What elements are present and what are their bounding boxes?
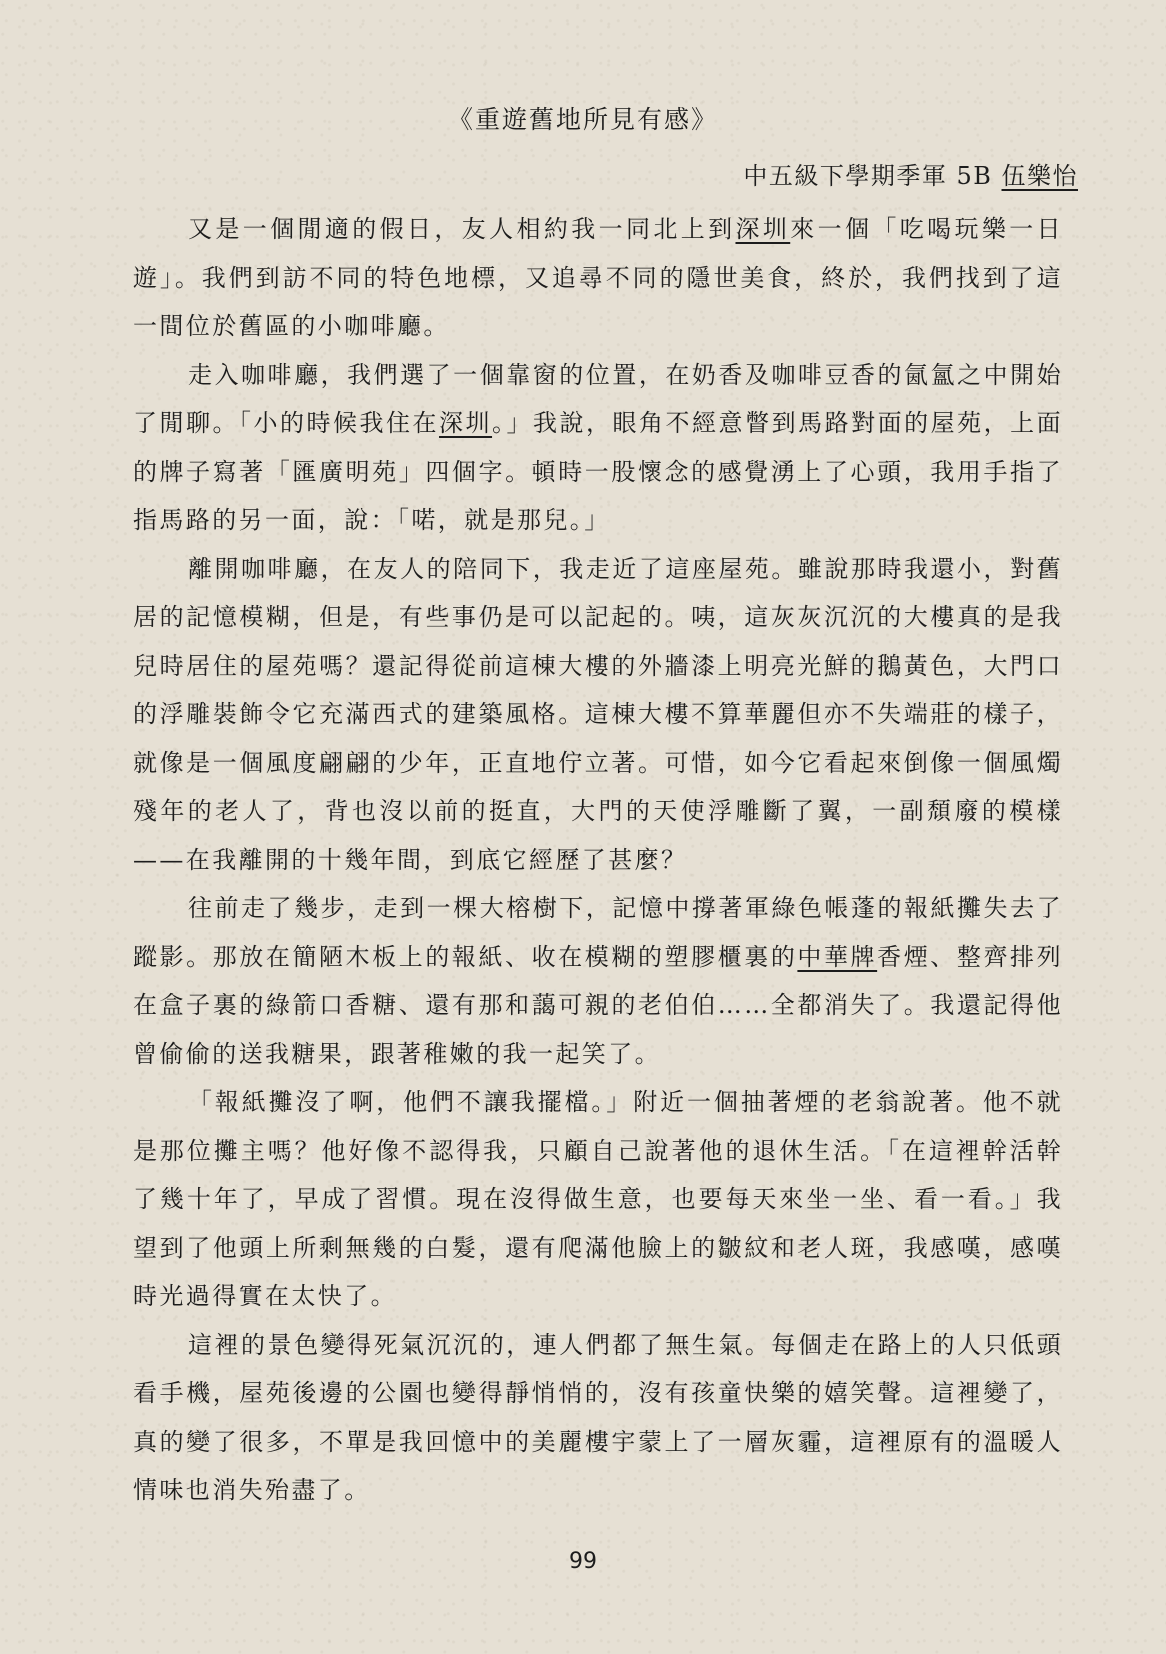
paragraph-text: 又是一個閒適的假日，友人相約我一同北上到 bbox=[188, 215, 736, 243]
paragraph-text: 來一個「吃喝玩樂一日遊」。我們到訪不同的特色地標，又追尋不同的隱世美食，終於，我們找到了這一間位於舊區的小咖啡廳。 bbox=[133, 215, 1063, 340]
paragraph-3: 離開咖啡廳，在友人的陪同下，我走近了這座屋苑。雖說那時我還小，對舊居的記憶模糊，但是，有些事仍是可以記起的。咦，這灰灰沉沉的大樓真的是我兒時居住的屋苑嗎？還記得從前這棟大樓的外牆漆上明亮光鮮的鵝黃色，大門口的浮雕裝飾令它充滿西式的建築風格。這棟大樓不算華麗但亦不失端莊的樣子，就像是一個風度翩翩的少年，正直地佇立著。可惜，如今它看起來倒像一個風燭殘年的老人了，背也沒以前的挺直，大門的天使浮雕斷了翼，一副頹廢的模樣 ——在我離開的十幾年間，到底它經歷了甚麼？ bbox=[133, 554, 1116, 874]
proper-noun-shenzhen: 深圳 bbox=[735, 215, 791, 243]
award-class-label: 中五級下學期季軍 5B bbox=[743, 162, 1002, 190]
paragraph-5: 「報紙攤沒了啊，他們不讓我擺檔。」附近一個抽著煙的老翁說著。他不就是那位攤主嗎？他好像不認得我，只顧自己說著他的退休生活。「在這裡幹活幹了幾十年了，早成了習慣。現在沒得做生意，也要每天來坐一坐、看一看。」我望到了他頭上所剩無幾的白髮，還有爬滿他臉上的皺紋和老人斑，我感嘆，感嘆時光過得實在太快了。 bbox=[133, 1088, 1063, 1310]
paragraph-1 bbox=[133, 205, 1063, 351]
paragraph-text: 。」我說，眼角不經意瞥到馬路對面的屋苑，上面的牌子寫著「匯廣明苑」四個字。頓時一股懷念的感覺湧上了心頭，我用手指了指馬路的另一面，說：「喏，就是那兒。」 bbox=[133, 409, 1063, 534]
essay-title: 《重遊舊地所見有感》 bbox=[447, 105, 718, 134]
proper-noun-shenzhen: 深圳 bbox=[439, 409, 493, 437]
author-byline bbox=[743, 159, 1078, 193]
paragraph-2 bbox=[133, 351, 1063, 545]
paragraph-text: 往前走了幾步，走到一棵大榕樹下，記憶中撐著軍綠色帳蓬的報紙攤失去了蹤影。那放在簡陋木板上的報紙、收在模糊的塑膠櫃裏的 bbox=[133, 894, 1063, 971]
paragraph-4 bbox=[133, 884, 1063, 1078]
page-number: 99 bbox=[569, 1549, 597, 1574]
paragraph-6: 這裡的景色變得死氣沉沉的，連人們都了無生氣。每個走在路上的人只低頭看手機，屋苑後邊的公園也變得靜悄悄的，沒有孩童快樂的嬉笑聲。這裡變了，真的變了很多，不單是我回憶中的美麗樓宇蒙上了一層灰霾，這裡原有的溫暖人情味也消失殆盡了。 bbox=[133, 1330, 1063, 1504]
paragraph-text: 走入咖啡廳，我們選了一個靠窗的位置，在奶香及咖啡豆香的氤氳之中開始了閒聊。「小的時候我住在 bbox=[133, 360, 1063, 437]
author-name: 伍樂怡 bbox=[1001, 162, 1078, 190]
essay-body bbox=[133, 205, 1116, 1535]
proper-noun-brand: 中華牌 bbox=[797, 942, 878, 971]
paragraph-text: 香煙、整齊排列在盒子裏的綠箭口香糖、還有那和藹可親的老伯伯……全都消失了。我還記得他曾偷偷的送我糖果，跟著稚嫩的我一起笑了。 bbox=[133, 942, 1063, 1068]
